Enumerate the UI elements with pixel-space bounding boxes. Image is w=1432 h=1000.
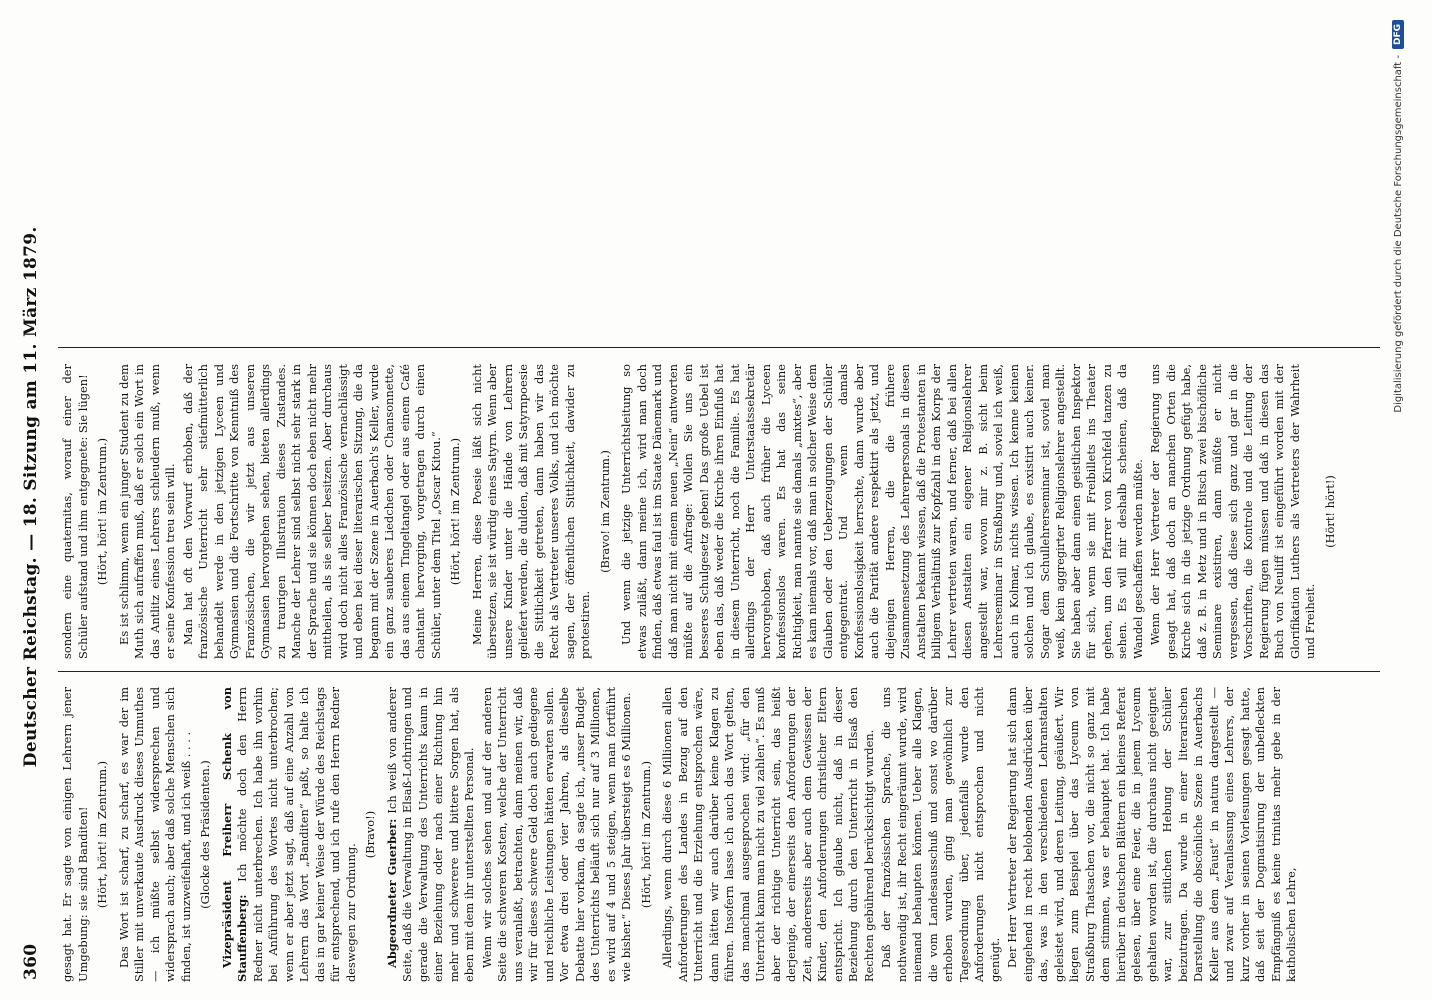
paragraph: Es ist schlimm, wenn ein junger Student zu dem Muth sich aufraffen muß, daß er solch ein Wort in das Antlitz eines Lehrers schleudern muß, wenn er seine Konfession treu sein will. bbox=[116, 364, 177, 659]
speech-text: Ich möchte doch den Herrn Redner nicht unterbrechen. Ich habe ihn vorhin bei Anführung des Wortes nicht unterbrochen; wenn er aber jetzt sagt, daß auf eine Anzahl von Lehrern das Wort „Banditen“ paßt, so halte ich das in gar keiner Weise der Würde des Reichstags für entsprechend, und ich rufe den Herrn Redner deswegen zur Ordnung. bbox=[235, 687, 358, 982]
paragraph: Allerdings, wenn durch diese 6 Millionen allen Anforderungen des Landes in Bezug auf den Unterricht und die Erziehung entsprochen wäre, dann hätten wir auch darüber keine Klagen zu führen. Insofern lasse ich auch das Wort gelten, das manchmal ausgesprochen wird: „für den Unterricht kann man nicht zu viel zahlen“. Es muß aber der richtige Unterricht sein, das heißt derjenige, der einerseits den Anforderungen der Zeit, andererseits aber auch dem Gewissen der Kinder, den Anforderungen christlicher Eltern entspricht. Ich glaube nicht, daß in dieser Beziehung durch den Unterricht in Elsaß den Rechten gebührend berücksichtigt wurden. bbox=[660, 687, 876, 982]
column-divider bbox=[58, 347, 1380, 348]
text-column-2 bbox=[60, 364, 1380, 659]
interjection: (Hört, hört! im Zentrum.) bbox=[638, 760, 653, 909]
paragraph: gesagt hat. Er sagte von einigen Lehrern jener Umgebung: sie sind Banditen! bbox=[60, 687, 90, 982]
paragraph: Wenn wir solches sehen und auf der anderen Seite die schweren Kosten, welche der Unterricht uns veranlaßt, betrachten, dann meinen wir, daß wir für dieses schwere Geld doch auch gediegene und reichliche Leistungen hätten erwarten sollen. Vor etwa drei oder vier Jahren, als dieselbe Debatte hier vorkam, da sagte ich, „unser Budget des Unterrichts beläuft sich nur auf 3 Millionen, es wird auf 4 und 5 steigen, wenn man fortführt wie bisher.“ Dieses Jahr übersteigt es 6 Millionen. bbox=[479, 687, 633, 982]
paragraph: sondern eine quaternitas, worauf einer der Schüler aufstand und ihm entgegnete: Sie lügen! bbox=[60, 364, 90, 659]
digitization-credit bbox=[1392, 20, 1404, 980]
column-divider bbox=[58, 671, 1380, 672]
interjection: (Bravo! im Zentrum.) bbox=[597, 450, 612, 573]
paragraph: Man hat oft den Vorwurf erhoben, daß der französische Unterricht sehr stiefmütterlich behandelt werde in den jetzigen Lyceen und Gymnasien und die Fortschritte von Kenntniß des Französischen, die wir jetzt aus unseren Gymnasien hervorgehen sehen, bieten allerdings zu traurigen Illustration dieses Zustandes. Manche der Lehrer sind selbst nicht sehr stark in der Sprache und sie können doch eben nicht mehr mittheilen, als sie selber besitzen. Aber durchaus wird doch nicht alles Französische vernachlässigt und eben bei dieser literarischen Sitzung, die da begann mit der Szene in Auerbach's Keller, wurde ein ganz sauberes Liedchen oder Chansonnette, das aus einem Tingeltangel oder aus einem Café chantant hervorging, vorgetragen durch einen Schüler, unter dem Titel „Oscar Kitou.“ bbox=[180, 364, 443, 659]
speaker-paragraph bbox=[220, 687, 360, 982]
interjection: (Hört! hört!) bbox=[1322, 475, 1337, 548]
paragraph: Und wenn die jetzige Unterrichtsleitung so etwas zuläßt, dann meine ich, wird man doch finden, daß etwas faul ist im Staate Dänemark und daß man nicht mit einem neuen „Nein“ antworten müßte auf die Anfrage: Wollen Sie uns ein besseres Schulgesetz geben! Das große Uebel ist eben das, daß weder die Kirche ihren Einfluß hat in diesem Unterricht, noch die Familie. Es hat allerdings der Herr Unterstaatssekretär hervorgehoben, daß auch früher die Lyceen konfessionslos waren. Es hat das seine Richtigkeit, man nannte sie damals „mixtes“, aber es kam niemals vor, daß man in solcher Weise dem Glauben oder den Ueberzeugungen der Schüler entgegentrat. Und wenn damals Konfessionslosigkeit herrschte, dann wurde aber auch die Parität andere respektirt als jetzt, und diejenigen Herren, die die frühere Zusammensetzung des Lehrerpersonals in diesen Anstalten bekannt wissen, daß die Protestanten in billigem Verhältniß zur Kopfzahl in dem Korps der Lehrer vertreten waren, und ferner, daß bei allen diesen Anstalten ein eigener Religionslehrer angestellt war, wovon mir z. B. sicht beim Lehrerseminar in Straßburg und, soviel ich weiß, auch in Kolmar, nichts wissen. Ich kenne keinen solchen und ich glaube, es existirt auch keiner. Sogar dem Schullehrerseminar ist, soviel man weiß, kein aggregirter Religionslehrer angestellt. Sie haben aber dann einen geistlichen Inspektor für sich, wenn sie mit Freibillets ins Theater gehen, um den Pfarrer von Kirchfeld tanzen zu sehen. Es will mir deshalb scheinen, daß da Wandel geschaffen werden müßte. bbox=[619, 364, 1145, 659]
paragraph: Meine Herren, diese Poesie läßt sich nicht übersetzen, sie ist würdig eines Satyrn. Wenn aber unsere Kinder unter die Hände von Lehrern geliefert werden, die dulden, daß mit Satyrnpoesie die Sittlichkeit getreten, dann haben wir das Recht als Vertreter unseres Volks, und ich möchte sagen, der öffentlichen Sittlichkeit, dawider zu protestiren. bbox=[469, 364, 592, 659]
interjection: (Hört, hört! im Zentrum.) bbox=[95, 760, 109, 909]
speech-text: Ich weiß von anderer Seite, daß die Verwaltung in Elsaß-Lothringen und gerade die Verwaltung des Unterrichts kaum in einer Beziehung oder nach einer Richtung hin mehr und schwerere und bittere Sorgen hat, als eben mit dem ihr unterstellten Personal. bbox=[384, 687, 476, 982]
interjection: (Glocke des Präsidenten.) bbox=[198, 760, 212, 909]
text-column-3 bbox=[60, 34, 1380, 334]
interjection: (Hört, hört! im Zentrum.) bbox=[95, 437, 109, 586]
paragraph: Daß der französischen Sprache, die uns nothwendig ist, ihr Recht eingeräumt wurde, wird niemand behaupten können. Ueber alle Klagen, die vom Landesausschuß und sonst wo darüber erhoben wurden, ging man gewöhnlich zur Tagesordnung über, jedenfalls wurde den Anforderungen nicht entsprochen und nicht genügt. bbox=[879, 687, 1002, 982]
speaker-paragraph bbox=[385, 687, 478, 982]
speaker-name: Abgeordneter Guerber: bbox=[384, 813, 399, 968]
page-number: 360 bbox=[21, 943, 41, 980]
dfg-logo: DFG bbox=[1392, 20, 1404, 49]
paragraph: Wenn der Herr Vertreter der Regierung uns gesagt hat, daß doch an manchen Orten die Kirche sich in die jetzige Ordnung gefügt habe, daß z. B. in Metz und in Bitsch zwei bischöfliche Seminare existiren, dann müßte er nicht vergessen, daß diese sich ganz und gar in die Vorschriften, die Kontrole und die Leitung der Regierung fügen müssen und daß in diesen das Buch von Neuliff ist eingeführt worden mit der Glorifikation Luthers als Vertreters der Wahrheit und Freiheit. bbox=[1148, 364, 1317, 659]
speaker-name: Vizepräsident Freiherr Schenk von Stauffenberg: bbox=[219, 687, 249, 982]
running-title: Deutscher Reichstag. — 18. Sitzung am 11. März 1879. bbox=[21, 226, 41, 768]
paragraph: Der Herr Vertreter der Regierung hat sich dann eingehend in recht belobenden Ausdrücken über das, was in den verschiedenen Lehranstalten geleistet wird, und deren Leitung, geäußert. Wir liegen zum Beispiel über das Lyceum von Straßburg Thatsachen vor, die nicht so ganz mit dem stimmen, was er behauptet hat. Ich habe hierüber in deutschen Blättern ein kleines Referat gelesen, über eine Feier, die in jenem Lyceum gehalten worden ist, die durchaus nicht geeignet war, zur sittlichen Hebung der Schüler beizutragen. Da wurde in einer literarischen Darstellung die obscönliche Szene in Auerbachs Keller aus dem „Faust“ in natura dargestellt — und zwar auf Veranlassung eines Lehrers, der kurz vorher in seinen Vorlesungen gesagt hatte, daß seit der Dogmatisirung der unbefleckten Empfängniß es keine trinitas mehr gebe in der katholischen Lehre, bbox=[1005, 687, 1298, 982]
paragraph: Das Wort ist scharf, zu scharf, es war der im Stiller mit unverkaute Ausdruck dieses Unmuthes — ich müßte selbst widersprechen und widersprach auch; aber daß solche Menschen sich finden, ist unzweifelhaft, und ich weiß . . . . bbox=[116, 687, 193, 982]
page-header bbox=[16, 20, 46, 980]
digitization-note: Digitalisierung gefördert durch die Deutsche Forschungsgemeinschaft - bbox=[1392, 55, 1404, 413]
text-column-1 bbox=[60, 687, 1380, 982]
interjection: (Bravo!) bbox=[363, 810, 377, 859]
interjection: (Hört, hört! im Zentrum.) bbox=[448, 437, 462, 586]
